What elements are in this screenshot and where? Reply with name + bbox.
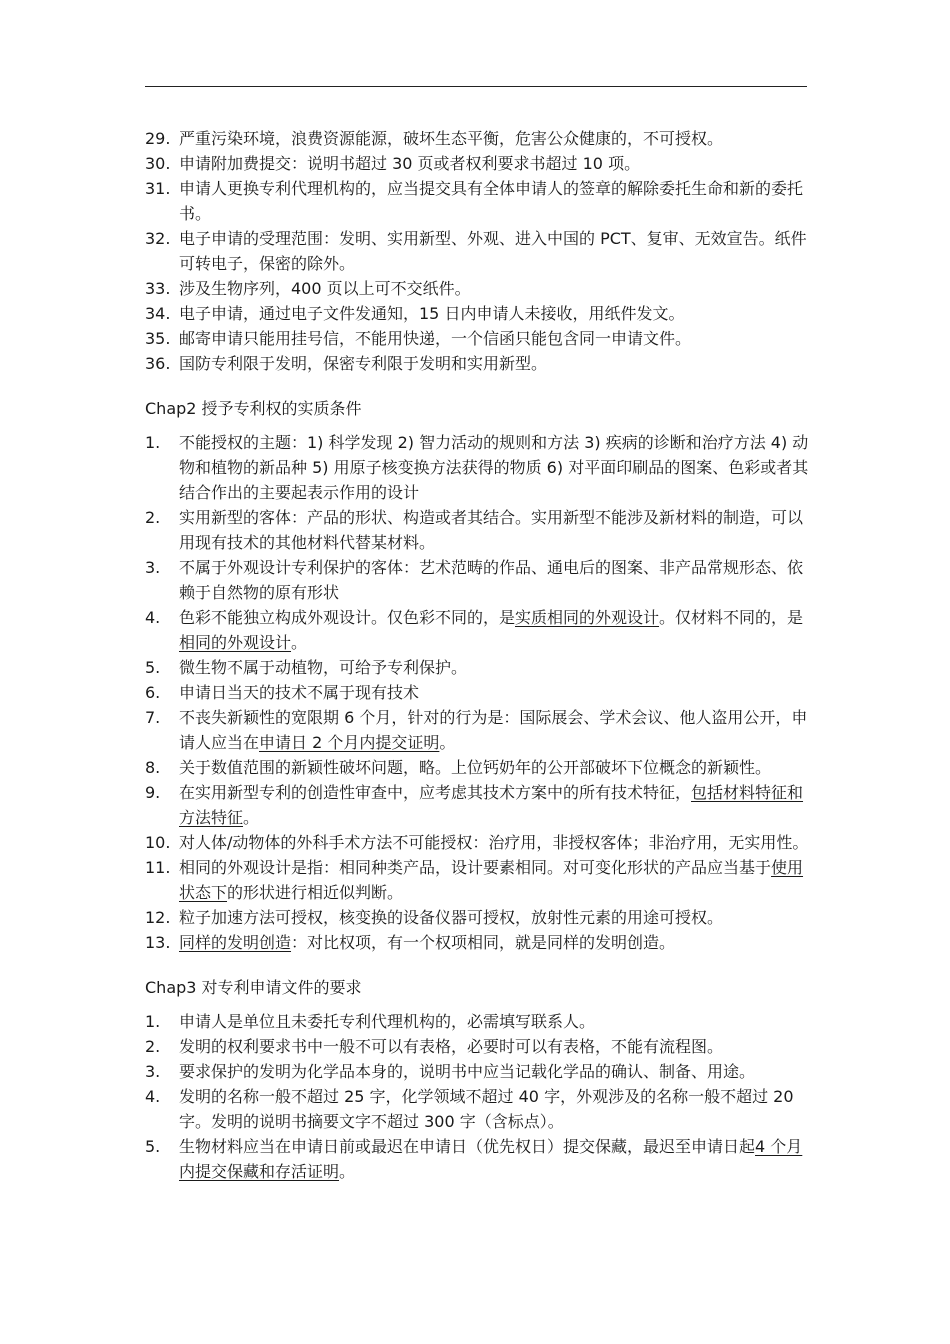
chapter3-list <box>145 1009 810 1184</box>
item-text: 国防专利限于发明，保密专利限于发明和实用新型。 <box>179 354 548 373</box>
item-number: 4. <box>145 608 161 627</box>
list-item <box>145 126 810 151</box>
item-text: 。 <box>439 733 456 752</box>
document-body <box>145 126 810 1184</box>
item-number: 12. <box>145 908 171 927</box>
item-number: 9. <box>145 783 161 802</box>
header-rule <box>145 86 807 87</box>
underlined-term: 申请日 2 个月内提交证明 <box>259 733 440 752</box>
list-item <box>145 1034 810 1059</box>
item-text: 相同的外观设计是指：相同种类产品，设计要素相同。对可变化形状的产品应当基于 <box>179 858 772 877</box>
list-item <box>145 680 810 705</box>
item-text: 。 <box>291 633 308 652</box>
item-text: 对人体/动物体的外科手术方法不可能授权：治疗用，非授权客体；非治疗用，无实用性。 <box>179 833 809 852</box>
item-number: 8. <box>145 758 161 777</box>
list-item <box>145 301 810 326</box>
item-number: 34. <box>145 304 171 323</box>
list-item <box>145 1084 810 1134</box>
item-text: 不能授权的主题：1) 科学发现 2) 智力活动的规则和方法 3) 疾病的诊断和治疗方法 4) 动物和植物的新品种 5) 用原子核变换方法获得的物质 6) 对平面印刷品的图案、色彩或者其结合作出的主要起表示作用的设计 <box>179 433 809 502</box>
item-text: 申请人是单位且未委托专利代理机构的，必需填写联系人。 <box>179 1012 596 1031</box>
item-text: 色彩不能独立构成外观设计。仅色彩不同的，是 <box>179 608 516 627</box>
item-text: 发明的名称一般不超过 25 字，化学领域不超过 40 字，外观涉及的名称一般不超过 20 字。发明的说明书摘要文字不超过 300 字（含标点）。 <box>179 1087 794 1131</box>
item-number: 33. <box>145 279 171 298</box>
item-text: 电子申请的受理范围：发明、实用新型、外观、进入中国的 PCT、复审、无效宣告。纸件可转电子，保密的除外。 <box>179 229 807 273</box>
list-item <box>145 226 810 276</box>
chapter1-list <box>145 126 810 376</box>
item-text: 申请附加费提交：说明书超过 30 页或者权利要求书超过 10 项。 <box>179 154 641 173</box>
item-number: 2. <box>145 1037 161 1056</box>
item-number: 3. <box>145 1062 161 1081</box>
list-item <box>145 326 810 351</box>
item-number: 32. <box>145 229 171 248</box>
item-text: 不属于外观设计专利保护的客体：艺术范畴的作品、通电后的图案、非产品常规形态、依赖于自然物的原有形状 <box>179 558 804 602</box>
item-text: 。仅材料不同的，是 <box>659 608 804 627</box>
item-number: 10. <box>145 833 171 852</box>
list-item <box>145 555 810 605</box>
list-item <box>145 855 810 905</box>
list-item <box>145 1134 810 1184</box>
list-item <box>145 830 810 855</box>
list-item <box>145 176 810 226</box>
list-item <box>145 655 810 680</box>
item-number: 31. <box>145 179 171 198</box>
underlined-term: 4 个月内提交保藏和存活证明 <box>179 1137 803 1181</box>
item-number: 11. <box>145 858 171 877</box>
item-number: 1. <box>145 433 161 452</box>
list-item <box>145 905 810 930</box>
item-text: 。 <box>243 808 260 827</box>
item-text: 实用新型的客体：产品的形状、构造或者其结合。实用新型不能涉及新材料的制造，可以用现有技术的其他材料代替某材料。 <box>179 508 804 552</box>
item-number: 13. <box>145 933 171 952</box>
list-item <box>145 276 810 301</box>
list-item <box>145 755 810 780</box>
item-number: 3. <box>145 558 161 577</box>
item-text: 发明的权利要求书中一般不可以有表格，必要时可以有表格，不能有流程图。 <box>179 1037 724 1056</box>
item-number: 7. <box>145 708 161 727</box>
underlined-term: 相同的外观设计 <box>179 633 292 652</box>
list-item <box>145 505 810 555</box>
underlined-term: 使用状态下 <box>179 858 804 902</box>
item-text: 邮寄申请只能用挂号信，不能用快递，一个信函只能包含同一申请文件。 <box>179 329 692 348</box>
list-item <box>145 1009 810 1034</box>
item-text: 电子申请，通过电子文件发通知，15 日内申请人未接收，用纸件发文。 <box>179 304 685 323</box>
chapter3-heading: Chap3 对专利申请文件的要求 <box>145 978 362 997</box>
chapter2-list <box>145 430 810 955</box>
item-text: 粒子加速方法可授权，核变换的设备仪器可授权，放射性元素的用途可授权。 <box>179 908 724 927</box>
list-item <box>145 430 810 505</box>
item-text: 要求保护的发明为化学品本身的，说明书中应当记载化学品的确认、制备、用途。 <box>179 1062 756 1081</box>
item-text: 的形状进行相近似判断。 <box>227 883 404 902</box>
list-item <box>145 605 810 655</box>
item-text: 生物材料应当在申请日前或最迟在申请日（优先权日）提交保藏，最迟至申请日起 <box>179 1137 756 1156</box>
item-number: 4. <box>145 1087 161 1106</box>
list-item <box>145 351 810 376</box>
item-text: 涉及生物序列，400 页以上可不交纸件。 <box>179 279 471 298</box>
item-number: 5. <box>145 658 161 677</box>
item-number: 6. <box>145 683 161 702</box>
item-text: 申请人更换专利代理机构的，应当提交具有全体申请人的签章的解除委托生命和新的委托书。 <box>179 179 804 223</box>
list-item <box>145 151 810 176</box>
chapter2-heading: Chap2 授予专利权的实质条件 <box>145 399 362 418</box>
item-number: 29. <box>145 129 171 148</box>
underlined-term: 包括材料特征和方法特征 <box>179 783 804 827</box>
item-text: 申请日当天的技术不属于现有技术 <box>179 683 420 702</box>
item-text: 不丧失新颖性的宽限期 6 个月，针对的行为是：国际展会、学术会议、他人盗用公开，申请人应当在 <box>179 708 808 752</box>
item-number: 35. <box>145 329 171 348</box>
item-number: 5. <box>145 1137 161 1156</box>
list-item <box>145 930 810 955</box>
item-text: ：对比权项，有一个权项相同，就是同样的发明创造。 <box>291 933 676 952</box>
item-text: 。 <box>339 1162 356 1181</box>
list-item <box>145 1059 810 1084</box>
list-item <box>145 780 810 830</box>
item-text: 微生物不属于动植物，可给予专利保护。 <box>179 658 468 677</box>
item-number: 1. <box>145 1012 161 1031</box>
item-number: 2. <box>145 508 161 527</box>
item-text: 关于数值范围的新颖性破坏问题，略。上位钙奶年的公开部破坏下位概念的新颖性。 <box>179 758 772 777</box>
item-text: 严重污染环境，浪费资源能源，破坏生态平衡，危害公众健康的，不可授权。 <box>179 129 724 148</box>
item-number: 36. <box>145 354 171 373</box>
list-item <box>145 705 810 755</box>
item-text: 在实用新型专利的创造性审查中，应考虑其技术方案中的所有技术特征， <box>179 783 692 802</box>
underlined-term: 实质相同的外观设计 <box>515 608 660 627</box>
item-number: 30. <box>145 154 171 173</box>
underlined-term: 同样的发明创造 <box>179 933 292 952</box>
